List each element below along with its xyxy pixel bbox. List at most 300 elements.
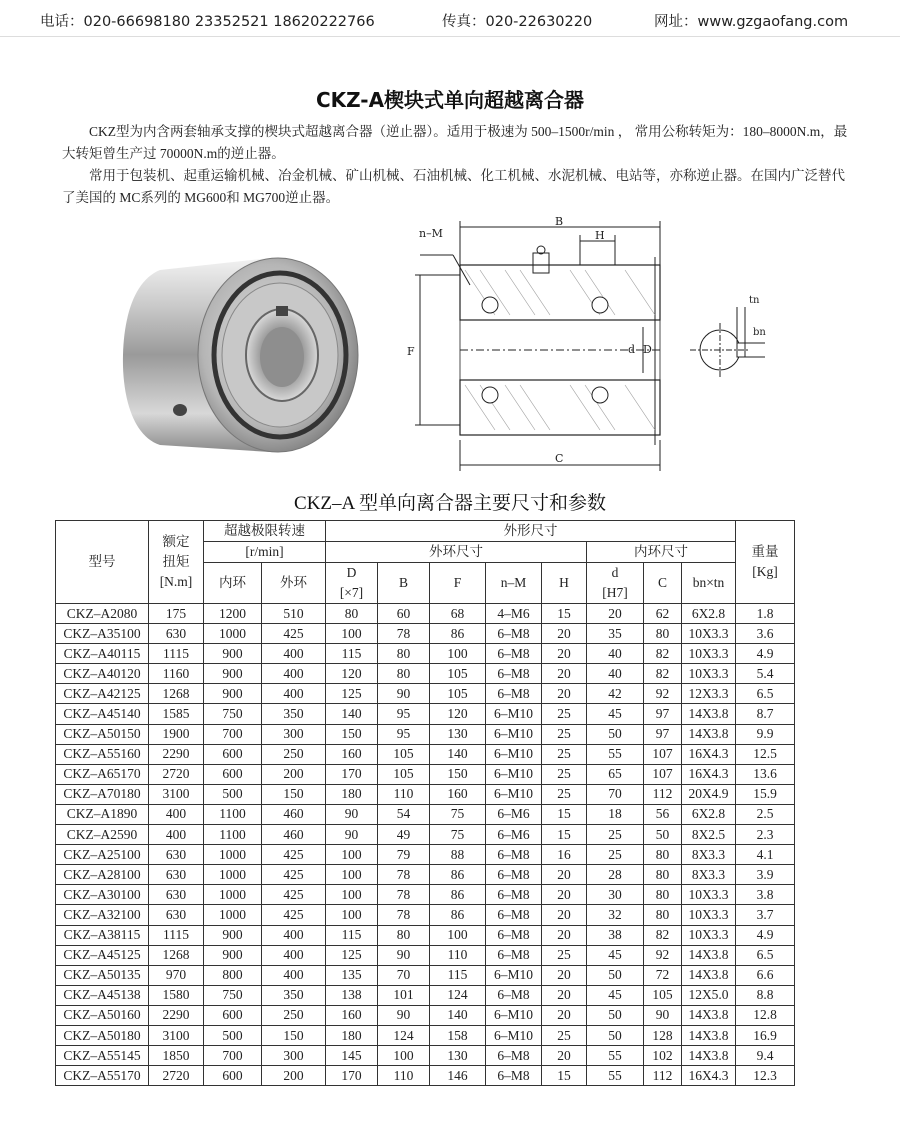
table-cell: 20	[542, 664, 587, 684]
label-B: B	[555, 215, 564, 228]
table-cell: 350	[262, 704, 326, 724]
table-cell: 100	[430, 644, 486, 664]
table-cell: 6–M10	[486, 784, 542, 804]
table-cell: 25	[542, 704, 587, 724]
table-cell: 400	[262, 684, 326, 704]
fax-number: 传真：020-22630220	[442, 14, 593, 30]
table-cell: 175	[149, 604, 204, 624]
table-cell: 2720	[149, 764, 204, 784]
table-cell: 38	[587, 925, 644, 945]
table-cell: 158	[430, 1025, 486, 1045]
table-cell: 45	[587, 704, 644, 724]
table-cell: 630	[149, 845, 204, 865]
table-cell: 20	[542, 925, 587, 945]
header-C: C	[644, 563, 682, 604]
table-cell: 300	[262, 1046, 326, 1066]
table-cell: 80	[378, 664, 430, 684]
table-cell: 80	[326, 604, 378, 624]
table-cell: CKZ–A50180	[56, 1025, 149, 1045]
table-cell: 97	[644, 724, 682, 744]
table-cell: 32	[587, 905, 644, 925]
table-row	[56, 965, 795, 985]
table-cell: 125	[326, 684, 378, 704]
table-cell: 1268	[149, 945, 204, 965]
table-cell: 4.9	[736, 644, 795, 664]
table-cell: 10X3.3	[682, 905, 736, 925]
table-cell: 107	[644, 764, 682, 784]
table-cell: 80	[378, 925, 430, 945]
table-cell: 16	[542, 845, 587, 865]
header-F: F	[430, 563, 486, 604]
table-cell: 160	[326, 744, 378, 764]
table-cell: 6–M10	[486, 1005, 542, 1025]
table-cell: 6–M8	[486, 925, 542, 945]
table-cell: 180	[326, 784, 378, 804]
table-cell: 425	[262, 845, 326, 865]
table-cell: 92	[644, 945, 682, 965]
table-cell: 140	[430, 1005, 486, 1025]
table-cell: 20	[542, 885, 587, 905]
header-B: B	[378, 563, 430, 604]
table-cell: 600	[204, 764, 262, 784]
table-cell: 78	[378, 624, 430, 644]
table-cell: 80	[644, 885, 682, 905]
table-cell: 400	[262, 945, 326, 965]
table-row	[56, 1066, 795, 1086]
table-cell: 14X3.8	[682, 1005, 736, 1025]
table-cell: 79	[378, 845, 430, 865]
table-cell: 2.3	[736, 825, 795, 845]
table-cell: 425	[262, 865, 326, 885]
table-cell: CKZ–A40115	[56, 644, 149, 664]
table-cell: 124	[430, 985, 486, 1005]
table-row	[56, 724, 795, 744]
table-cell: 6–M8	[486, 644, 542, 664]
table-cell: 90	[378, 1005, 430, 1025]
table-cell: CKZ–A55145	[56, 1046, 149, 1066]
table-cell: 15.9	[736, 784, 795, 804]
header-inner-ring: 内环尺寸	[587, 542, 736, 563]
table-cell: CKZ–A45125	[56, 945, 149, 965]
technical-drawing	[405, 215, 805, 475]
table-cell: 425	[262, 905, 326, 925]
table-cell: 90	[378, 684, 430, 704]
table-cell: 20	[542, 965, 587, 985]
table-cell: 1000	[204, 845, 262, 865]
table-cell: 16X4.3	[682, 764, 736, 784]
header-torque: 额定 扭矩 [N.m]	[149, 521, 204, 604]
table-cell: 900	[204, 644, 262, 664]
table-cell: 6–M8	[486, 865, 542, 885]
table-cell: CKZ–A55160	[56, 744, 149, 764]
table-cell: 18	[587, 804, 644, 824]
description-paragraph-2: 常用于包装机、起重运输机械、冶金机械、矿山机械、石油机械、化工机械、水泥机械、电站等，亦称逆止器。在国内广泛替代了美国的 MC系列的 MG600和 MG700逆止器。	[62, 168, 845, 205]
table-cell: 100	[326, 624, 378, 644]
table-cell: CKZ–A45140	[56, 704, 149, 724]
page-title: CKZ-A楔块式单向超越离合器	[315, 88, 585, 112]
table-cell: 20	[542, 905, 587, 925]
table-cell: CKZ–A38115	[56, 925, 149, 945]
table-cell: 6–M8	[486, 905, 542, 925]
table-cell: 250	[262, 1005, 326, 1025]
table-cell: 3.8	[736, 885, 795, 905]
spec-table	[55, 520, 795, 1086]
table-cell: 400	[262, 644, 326, 664]
table-cell: 15	[542, 804, 587, 824]
table-cell: 100	[326, 905, 378, 925]
table-cell: 400	[262, 925, 326, 945]
table-cell: CKZ–A2590	[56, 825, 149, 845]
table-row	[56, 644, 795, 664]
table-cell: 90	[644, 1005, 682, 1025]
table-cell: 10X3.3	[682, 624, 736, 644]
table-row	[56, 925, 795, 945]
table-cell: 25	[542, 1025, 587, 1045]
table-cell: CKZ–A65170	[56, 764, 149, 784]
table-cell: 170	[326, 764, 378, 784]
table-cell: 700	[204, 724, 262, 744]
table-cell: 600	[204, 1066, 262, 1086]
website-link[interactable]: 网址：www.gzgaofang.com	[654, 14, 849, 30]
table-cell: 101	[378, 985, 430, 1005]
table-cell: 25	[542, 784, 587, 804]
table-cell: 425	[262, 624, 326, 644]
table-cell: 54	[378, 804, 430, 824]
table-cell: 6–M10	[486, 965, 542, 985]
table-cell: 100	[378, 1046, 430, 1066]
table-cell: 100	[326, 885, 378, 905]
table-cell: 25	[587, 825, 644, 845]
table-cell: 500	[204, 1025, 262, 1045]
table-cell: 90	[326, 825, 378, 845]
table-cell: 25	[542, 724, 587, 744]
table-cell: 6–M6	[486, 825, 542, 845]
table-cell: 80	[644, 845, 682, 865]
header-H: H	[542, 563, 587, 604]
table-cell: 86	[430, 865, 486, 885]
table-row	[56, 905, 795, 925]
table-cell: 55	[587, 744, 644, 764]
table-cell: 4–M6	[486, 604, 542, 624]
table-cell: 6–M8	[486, 1046, 542, 1066]
label-nM: n–M	[419, 227, 443, 240]
table-row	[56, 744, 795, 764]
table-cell: 1115	[149, 644, 204, 664]
table-cell: 14X3.8	[682, 945, 736, 965]
table-cell: 2290	[149, 1005, 204, 1025]
table-cell: 6.6	[736, 965, 795, 985]
table-cell: 30	[587, 885, 644, 905]
table-cell: 16X4.3	[682, 744, 736, 764]
table-cell: 130	[430, 724, 486, 744]
phone-values: 020-66698180 23352521 18620222766	[83, 14, 375, 30]
table-row	[56, 865, 795, 885]
table-cell: 105	[430, 664, 486, 684]
table-cell: 10X3.3	[682, 925, 736, 945]
table-row	[56, 845, 795, 865]
table-cell: 20	[542, 684, 587, 704]
table-cell: 8.7	[736, 704, 795, 724]
table-cell: 55	[587, 1046, 644, 1066]
table-cell: 170	[326, 1066, 378, 1086]
table-cell: 25	[587, 845, 644, 865]
table-cell: CKZ–A70180	[56, 784, 149, 804]
table-cell: 82	[644, 664, 682, 684]
table-row	[56, 664, 795, 684]
description-paragraph-1: CKZ型为内含两套轴承支撑的楔块式超越离合器（逆止器）。适用于极速为 500–1500r/min ， 常用公称转矩为：180–8000N.m，最大转矩曾生产过 70000N.m的逆止器。	[62, 124, 848, 161]
table-row	[56, 804, 795, 824]
table-cell: 72	[644, 965, 682, 985]
table-cell: 750	[204, 985, 262, 1005]
table-cell: 150	[262, 1025, 326, 1045]
header-speed-outer: 外环	[262, 563, 326, 604]
table-cell: CKZ–A32100	[56, 905, 149, 925]
table-cell: 6–M8	[486, 945, 542, 965]
table-cell: 97	[644, 704, 682, 724]
table-cell: 600	[204, 1005, 262, 1025]
table-cell: 95	[378, 724, 430, 744]
table-cell: 3100	[149, 1025, 204, 1045]
table-cell: 2720	[149, 1066, 204, 1086]
table-cell: 970	[149, 965, 204, 985]
table-cell: 12X5.0	[682, 985, 736, 1005]
table-row	[56, 1005, 795, 1025]
table-cell: 128	[644, 1025, 682, 1045]
table-cell: 86	[430, 905, 486, 925]
table-title: CKZ–A 型单向离合器主要尺寸和参数	[294, 493, 606, 514]
table-cell: 115	[430, 965, 486, 985]
table-cell: 100	[326, 865, 378, 885]
table-cell: 110	[378, 784, 430, 804]
table-cell: 6–M10	[486, 744, 542, 764]
table-cell: 300	[262, 724, 326, 744]
table-cell: 60	[378, 604, 430, 624]
table-cell: 6–M10	[486, 704, 542, 724]
contact-bar	[0, 0, 900, 36]
table-cell: 10X3.3	[682, 664, 736, 684]
table-cell: 112	[644, 784, 682, 804]
table-cell: CKZ–A35100	[56, 624, 149, 644]
table-cell: 110	[378, 1066, 430, 1086]
table-cell: 3.7	[736, 905, 795, 925]
table-cell: 78	[378, 905, 430, 925]
table-cell: 1585	[149, 704, 204, 724]
phone-numbers: 电话：020-66698180 23352521 18620222766	[40, 14, 375, 30]
table-cell: 6.5	[736, 684, 795, 704]
table-cell: 16.9	[736, 1025, 795, 1045]
table-cell: 20	[542, 644, 587, 664]
table-cell: 400	[149, 825, 204, 845]
table-cell: 15	[542, 825, 587, 845]
table-cell: 105	[378, 744, 430, 764]
table-cell: 6–M10	[486, 1025, 542, 1045]
table-cell: 145	[326, 1046, 378, 1066]
table-cell: 55	[587, 1066, 644, 1086]
label-tn: tn	[749, 295, 760, 306]
table-row	[56, 624, 795, 644]
table-cell: CKZ–A50135	[56, 965, 149, 985]
table-cell: 65	[587, 764, 644, 784]
table-cell: 20	[542, 624, 587, 644]
table-cell: 25	[542, 744, 587, 764]
table-cell: 14X3.8	[682, 724, 736, 744]
table-cell: 8.8	[736, 985, 795, 1005]
table-cell: 14X3.8	[682, 1046, 736, 1066]
table-cell: 50	[587, 965, 644, 985]
table-cell: 14X3.8	[682, 965, 736, 985]
table-cell: 6–M8	[486, 624, 542, 644]
table-cell: 25	[542, 945, 587, 965]
table-cell: 1268	[149, 684, 204, 704]
table-cell: 12X3.3	[682, 684, 736, 704]
table-cell: 630	[149, 624, 204, 644]
table-cell: 4.1	[736, 845, 795, 865]
table-cell: 510	[262, 604, 326, 624]
label-H: H	[595, 229, 605, 242]
table-cell: 50	[587, 1025, 644, 1045]
table-row	[56, 684, 795, 704]
table-cell: 6X2.8	[682, 804, 736, 824]
table-cell: 120	[430, 704, 486, 724]
table-cell: 150	[430, 764, 486, 784]
table-cell: 112	[644, 1066, 682, 1086]
table-cell: 75	[430, 825, 486, 845]
table-cell: CKZ–A42125	[56, 684, 149, 704]
table-cell: CKZ–A30100	[56, 885, 149, 905]
table-cell: 160	[430, 784, 486, 804]
table-cell: 49	[378, 825, 430, 845]
table-row	[56, 825, 795, 845]
table-cell: 115	[326, 644, 378, 664]
table-cell: 6–M10	[486, 764, 542, 784]
table-cell: 20	[587, 604, 644, 624]
header-outer-ring: 外环尺寸	[326, 542, 587, 563]
table-row	[56, 784, 795, 804]
spec-table-body	[56, 604, 795, 1086]
table-cell: 900	[204, 925, 262, 945]
table-cell: 50	[587, 724, 644, 744]
table-cell: 90	[378, 945, 430, 965]
table-cell: 900	[204, 664, 262, 684]
table-cell: CKZ–A50150	[56, 724, 149, 744]
table-cell: 1160	[149, 664, 204, 684]
table-cell: 140	[430, 744, 486, 764]
table-cell: 80	[644, 865, 682, 885]
table-cell: CKZ–A45138	[56, 985, 149, 1005]
table-cell: 3.9	[736, 865, 795, 885]
header-D: D [×7]	[326, 563, 378, 604]
table-cell: 6–M10	[486, 724, 542, 744]
header-dims-group: 外形尺寸	[326, 521, 736, 542]
table-cell: 1115	[149, 925, 204, 945]
table-cell: 200	[262, 764, 326, 784]
table-cell: 500	[204, 784, 262, 804]
table-cell: 180	[326, 1025, 378, 1045]
table-cell: 12.3	[736, 1066, 795, 1086]
table-cell: 5.4	[736, 664, 795, 684]
table-cell: 200	[262, 1066, 326, 1086]
table-cell: 56	[644, 804, 682, 824]
table-cell: 86	[430, 624, 486, 644]
table-cell: 160	[326, 1005, 378, 1025]
table-cell: 88	[430, 845, 486, 865]
table-cell: 630	[149, 905, 204, 925]
table-cell: 630	[149, 865, 204, 885]
table-cell: 9.9	[736, 724, 795, 744]
table-cell: 3100	[149, 784, 204, 804]
table-cell: 80	[644, 624, 682, 644]
table-cell: 92	[644, 684, 682, 704]
table-row	[56, 945, 795, 965]
table-cell: 1900	[149, 724, 204, 744]
table-cell: 82	[644, 925, 682, 945]
table-cell: 800	[204, 965, 262, 985]
table-cell: 20	[542, 865, 587, 885]
table-cell: 6–M8	[486, 684, 542, 704]
table-cell: 14X3.8	[682, 1025, 736, 1045]
header-speed-inner: 内环	[204, 563, 262, 604]
table-cell: 146	[430, 1066, 486, 1086]
table-cell: 20	[542, 1046, 587, 1066]
table-cell: 80	[644, 905, 682, 925]
header-weight: 重量 [Kg]	[736, 521, 795, 604]
table-cell: 16X4.3	[682, 1066, 736, 1086]
table-cell: 1200	[204, 604, 262, 624]
table-cell: 350	[262, 985, 326, 1005]
table-cell: 50	[644, 825, 682, 845]
table-cell: 1000	[204, 624, 262, 644]
table-cell: 6–M8	[486, 1066, 542, 1086]
table-cell: 140	[326, 704, 378, 724]
table-cell: 45	[587, 985, 644, 1005]
table-cell: 15	[542, 604, 587, 624]
table-cell: 68	[430, 604, 486, 624]
table-cell: 102	[644, 1046, 682, 1066]
table-cell: 400	[149, 804, 204, 824]
table-cell: 28	[587, 865, 644, 885]
label-F: F	[407, 345, 415, 358]
table-cell: 135	[326, 965, 378, 985]
table-cell: CKZ–A28100	[56, 865, 149, 885]
table-row	[56, 985, 795, 1005]
table-cell: 1850	[149, 1046, 204, 1066]
table-cell: 750	[204, 704, 262, 724]
table-cell: 105	[644, 985, 682, 1005]
table-cell: 62	[644, 604, 682, 624]
table-cell: 130	[430, 1046, 486, 1066]
table-cell: 6–M8	[486, 664, 542, 684]
header-speed-unit: [r/min]	[204, 542, 326, 563]
table-cell: 20	[542, 985, 587, 1005]
table-cell: 100	[326, 845, 378, 865]
table-cell: 70	[378, 965, 430, 985]
table-cell: 630	[149, 885, 204, 905]
table-cell: 250	[262, 744, 326, 764]
table-cell: 10X3.3	[682, 644, 736, 664]
table-cell: 460	[262, 804, 326, 824]
table-cell: 115	[326, 925, 378, 945]
table-cell: 20X4.9	[682, 784, 736, 804]
header-d: d [H7]	[587, 563, 644, 604]
table-cell: 10X3.3	[682, 885, 736, 905]
table-cell: 12.8	[736, 1005, 795, 1025]
table-cell: CKZ–A50160	[56, 1005, 149, 1025]
table-cell: 700	[204, 1046, 262, 1066]
table-cell: 90	[326, 804, 378, 824]
table-cell: CKZ–A40120	[56, 664, 149, 684]
table-cell: 6–M8	[486, 885, 542, 905]
table-cell: 9.4	[736, 1046, 795, 1066]
